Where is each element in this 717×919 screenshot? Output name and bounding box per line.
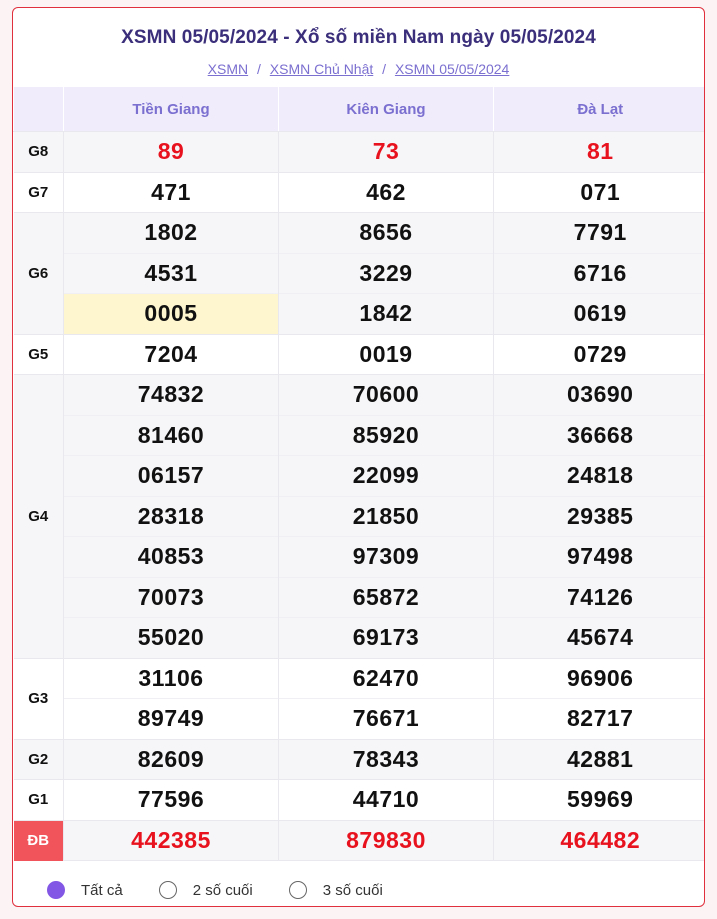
result-cell	[64, 132, 279, 173]
result-cell	[64, 618, 279, 659]
result-cell	[64, 375, 279, 416]
result-cell	[494, 213, 706, 254]
result-cell	[279, 253, 494, 294]
result-number: 81460	[137, 421, 205, 448]
breadcrumb-xsmn-chu-nhat[interactable]: XSMN Chủ Nhật	[269, 61, 374, 77]
prize-label: G5	[14, 334, 64, 375]
result-cell	[64, 699, 279, 740]
prize-row	[14, 780, 706, 821]
prize-row	[14, 213, 706, 254]
result-cell	[64, 820, 279, 861]
result-cell	[64, 294, 279, 335]
filter-last-2[interactable]	[159, 881, 253, 899]
filter-label: Tất cả	[81, 881, 123, 899]
breadcrumb-xsmn[interactable]: XSMN	[207, 61, 249, 77]
results-card	[12, 7, 705, 907]
filter-label: 3 số cuối	[322, 881, 383, 899]
result-cell	[279, 213, 494, 254]
prize-label: ĐB	[14, 820, 64, 861]
province-header[interactable]: Tiền Giang	[64, 87, 279, 132]
result-number: 36668	[567, 421, 634, 448]
prize-row	[14, 456, 706, 497]
result-cell	[279, 334, 494, 375]
result-number: 879830	[346, 826, 426, 853]
prize-row	[14, 132, 706, 173]
result-number: 3229	[359, 259, 413, 286]
result-cell	[64, 739, 279, 780]
result-number: 0019	[359, 340, 413, 367]
result-cell	[494, 334, 706, 375]
prize-label: G4	[14, 375, 64, 659]
result-number: 462	[366, 178, 406, 205]
result-number: 59969	[567, 786, 634, 812]
result-number: 97309	[352, 543, 420, 569]
result-number: 29385	[567, 502, 634, 529]
prize-row	[14, 739, 706, 780]
result-cell	[64, 415, 279, 456]
prize-row	[14, 699, 706, 740]
result-number: 82717	[567, 705, 634, 731]
result-cell	[494, 618, 706, 659]
prize-row	[14, 172, 706, 213]
result-number: 89749	[137, 705, 205, 731]
province-header-row	[14, 87, 706, 132]
radio-unchecked-icon[interactable]	[289, 881, 307, 899]
breadcrumb-separator: /	[382, 61, 387, 77]
filter-last-3[interactable]	[289, 881, 383, 899]
result-cell	[494, 132, 706, 173]
result-cell	[279, 456, 494, 497]
result-cell	[279, 537, 494, 578]
result-cell	[279, 618, 494, 659]
result-cell	[494, 739, 706, 780]
radio-unchecked-icon[interactable]	[159, 881, 177, 899]
result-cell	[279, 496, 494, 537]
result-number: 442385	[131, 826, 211, 853]
breadcrumb-xsmn-date[interactable]: XSMN 05/05/2024	[394, 61, 510, 77]
result-cell	[279, 577, 494, 618]
results-header	[13, 8, 704, 87]
prize-row	[14, 253, 706, 294]
result-number: 85920	[352, 421, 420, 448]
result-cell	[279, 658, 494, 699]
breadcrumb-separator: /	[257, 61, 261, 77]
province-header[interactable]: Kiên Giang	[279, 87, 494, 132]
page-title: XSMN 05/05/2024 - Xổ số miền Nam ngày 05/05/2024	[121, 27, 596, 48]
prize-row	[14, 415, 706, 456]
result-cell	[494, 253, 706, 294]
result-cell	[64, 537, 279, 578]
breadcrumb	[13, 61, 704, 77]
result-number: 89	[157, 138, 185, 164]
radio-checked-icon[interactable]	[47, 881, 65, 899]
result-number: 69173	[352, 624, 420, 650]
result-cell	[279, 820, 494, 861]
result-cell	[64, 496, 279, 537]
result-cell	[494, 294, 706, 335]
result-number: 81	[586, 138, 614, 164]
result-cell	[494, 577, 706, 618]
result-number: 21850	[352, 502, 420, 529]
prize-label: G8	[14, 132, 64, 173]
result-cell	[64, 334, 279, 375]
results-body	[14, 132, 706, 861]
result-number: 22099	[352, 462, 420, 488]
result-cell	[494, 496, 706, 537]
result-cell	[279, 739, 494, 780]
result-number: 82609	[137, 745, 205, 772]
result-number: 45674	[567, 624, 634, 650]
prize-row	[14, 294, 706, 335]
result-cell	[494, 456, 706, 497]
province-header[interactable]: Đà Lạt	[494, 87, 706, 132]
result-cell	[494, 415, 706, 456]
result-number: 70600	[352, 381, 420, 407]
result-number: 44710	[352, 786, 420, 812]
result-number: 0005	[144, 300, 198, 326]
result-number: 24818	[567, 462, 634, 488]
result-cell	[279, 415, 494, 456]
result-number: 65872	[352, 583, 420, 610]
result-number: 96906	[567, 664, 634, 691]
filter-label: 2 số cuối	[192, 881, 253, 899]
result-cell	[64, 658, 279, 699]
prize-label: G2	[14, 739, 64, 780]
result-number: 28318	[137, 502, 205, 529]
prize-row	[14, 820, 706, 861]
prize-label: G6	[14, 213, 64, 335]
digit-filter	[13, 861, 704, 907]
result-number: 464482	[560, 826, 641, 853]
prize-label: G3	[14, 658, 64, 739]
result-number: 77596	[137, 786, 205, 812]
results-table	[13, 87, 705, 861]
result-cell	[64, 172, 279, 213]
result-number: 06157	[137, 462, 205, 488]
result-number: 76671	[352, 705, 420, 731]
result-number: 73	[372, 138, 400, 164]
result-number: 03690	[567, 381, 634, 407]
result-cell	[64, 577, 279, 618]
result-cell	[494, 375, 706, 416]
result-number: 4531	[144, 259, 198, 286]
result-cell	[279, 375, 494, 416]
result-cell	[279, 172, 494, 213]
result-number: 0619	[573, 300, 627, 326]
result-number: 7204	[144, 340, 198, 367]
filter-all[interactable]	[47, 881, 123, 899]
result-number: 78343	[352, 745, 420, 772]
result-number: 071	[580, 178, 621, 205]
prize-row	[14, 537, 706, 578]
result-number: 55020	[137, 624, 205, 650]
prize-row	[14, 658, 706, 699]
result-cell	[279, 699, 494, 740]
prize-row	[14, 577, 706, 618]
prize-row	[14, 496, 706, 537]
prize-label: G7	[14, 172, 64, 213]
result-cell	[64, 780, 279, 821]
result-number: 0729	[573, 340, 627, 367]
result-number: 74126	[567, 583, 634, 610]
result-cell	[279, 780, 494, 821]
result-cell	[494, 537, 706, 578]
result-number: 471	[151, 178, 191, 205]
result-cell	[279, 132, 494, 173]
result-cell	[64, 253, 279, 294]
result-cell	[494, 780, 706, 821]
result-number: 1802	[144, 219, 198, 245]
result-number: 97498	[567, 543, 634, 569]
result-number: 70073	[137, 583, 205, 610]
prize-row	[14, 618, 706, 659]
result-cell	[494, 172, 706, 213]
prize-row	[14, 375, 706, 416]
result-number: 42881	[567, 745, 634, 772]
result-cell	[279, 294, 494, 335]
result-number: 40853	[137, 543, 205, 569]
result-number: 62470	[352, 664, 420, 691]
result-cell	[64, 213, 279, 254]
prize-label: G1	[14, 780, 64, 821]
result-cell	[494, 820, 706, 861]
result-cell	[494, 699, 706, 740]
result-number: 74832	[137, 381, 205, 407]
prize-row	[14, 334, 706, 375]
result-number: 8656	[359, 219, 413, 245]
result-cell	[64, 456, 279, 497]
result-cell	[494, 658, 706, 699]
result-number: 31106	[138, 664, 204, 691]
result-number: 6716	[573, 259, 627, 286]
result-number: 1842	[359, 300, 413, 326]
result-number: 7791	[573, 219, 627, 245]
header-corner	[14, 87, 64, 132]
